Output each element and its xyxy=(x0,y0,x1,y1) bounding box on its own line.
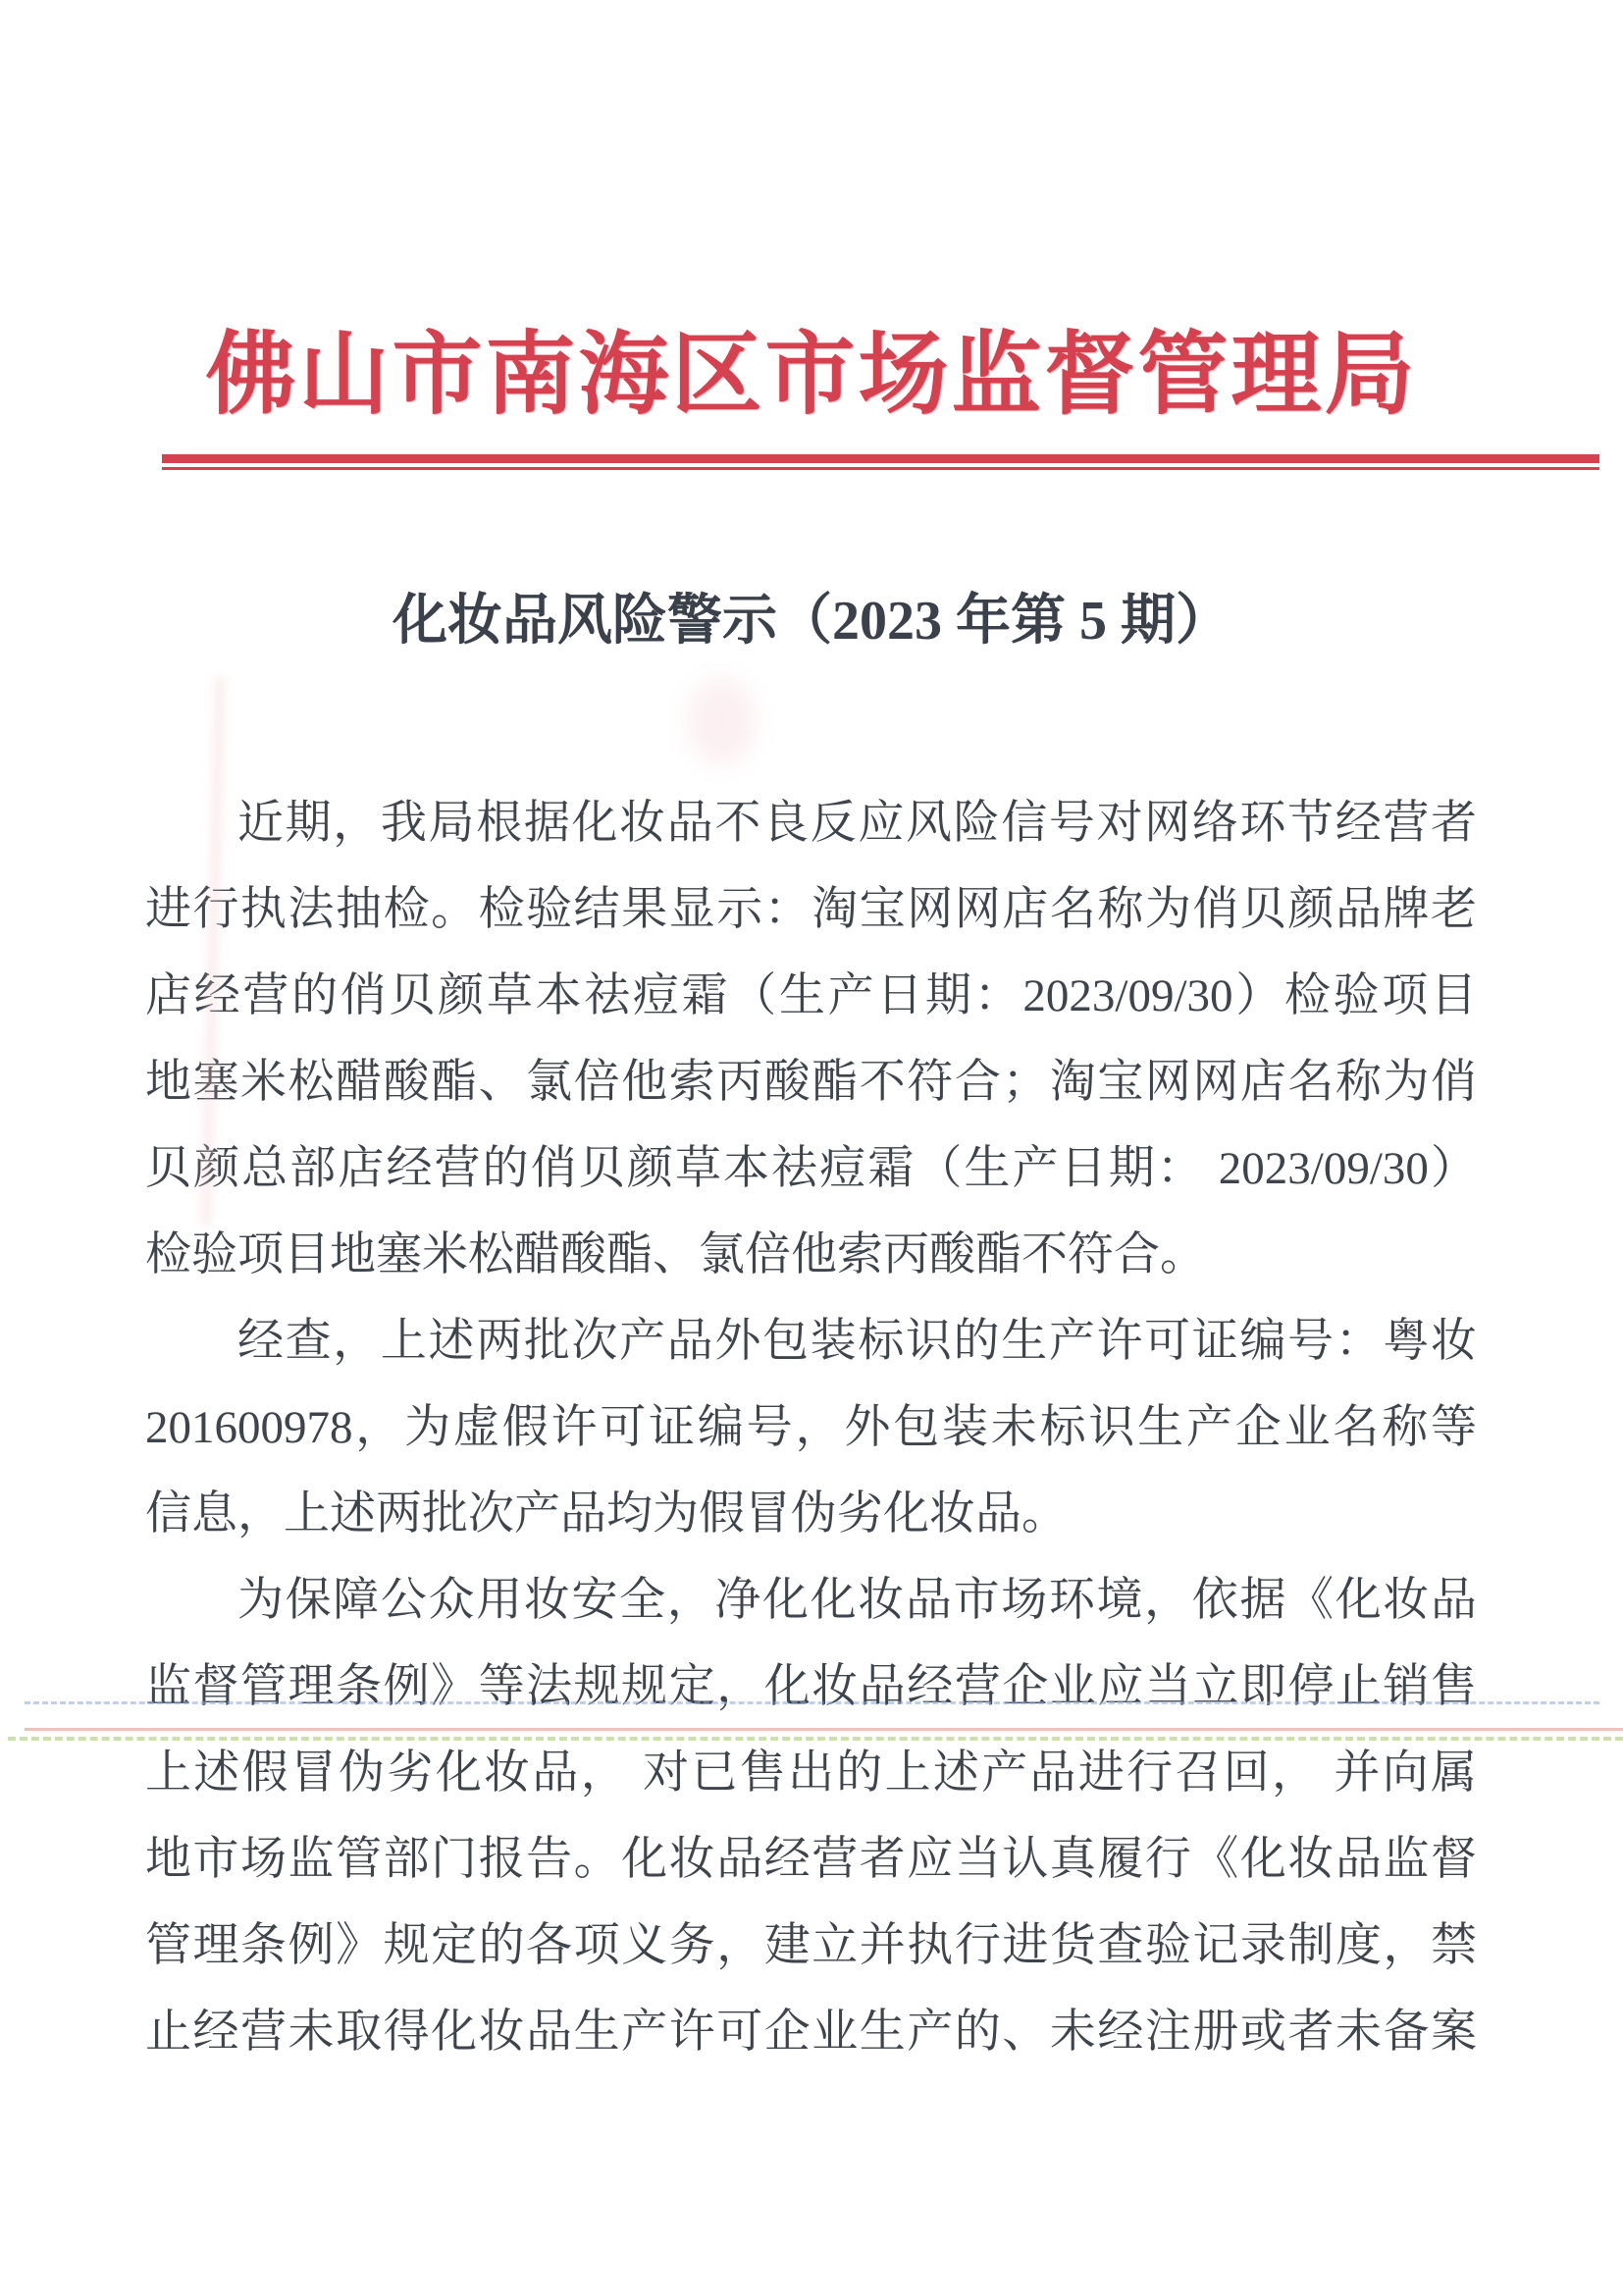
body-line: 经查，上述两批次产品外包装标识的生产许可证编号：粤妆 xyxy=(237,1316,1477,1367)
body-line: 监督管理条例》等法规规定，化妆品经营企业应当立即停止销售 xyxy=(145,1661,1477,1712)
agency-masthead: 佛山市南海区市场监督管理局 xyxy=(205,325,1418,425)
body-line: 地塞米松醋酸酯、氯倍他索丙酸酯不符合；淘宝网网店名称为俏 xyxy=(145,1057,1477,1108)
body-line: 止经营未取得化妆品生产许可企业生产的、未经注册或者未备案 xyxy=(145,2007,1477,2058)
body-line: 贝颜总部店经营的俏贝颜草本祛痘霜（生产日期： 2023/09/30） xyxy=(145,1143,1477,1194)
body-line: 店经营的俏贝颜草本祛痘霜（生产日期：2023/09/30）检验项目 xyxy=(145,970,1477,1021)
document-title: 化妆品风险警示（2023 年第 5 期） xyxy=(393,591,1230,652)
body-line: 信息，上述两批次产品均为假冒伪劣化妆品。 xyxy=(145,1488,1068,1539)
body-line: 为保障公众用妆安全，净化化妆品市场环境，依据《化妆品 xyxy=(237,1575,1477,1626)
document-body xyxy=(145,780,1477,2075)
body-line: 上述假冒伪劣化妆品， 对已售出的上述产品进行召回， 并向属 xyxy=(145,1748,1477,1799)
body-line: 近期，我局根据化妆品不良反应风险信号对网络环节经营者 xyxy=(237,798,1477,849)
body-line: 进行执法抽检。检验结果显示：淘宝网网店名称为俏贝颜品牌老 xyxy=(145,884,1477,935)
body-line: 地市场监管部门报告。化妆品经营者应当认真履行《化妆品监督 xyxy=(145,1834,1477,1885)
divider-thick-line xyxy=(162,454,1599,463)
body-line: 201600978，为虚假许可证编号，外包装未标识生产企业名称等 xyxy=(145,1402,1477,1453)
scan-smudge-artifact xyxy=(687,677,756,765)
divider-thin-line xyxy=(162,467,1599,470)
body-line: 管理条例》规定的各项义务，建立并执行进货查验记录制度，禁 xyxy=(145,1920,1477,1971)
body-line: 检验项目地塞米松醋酸酯、氯倍他索丙酸酯不符合。 xyxy=(145,1229,1206,1280)
masthead-divider xyxy=(162,454,1599,470)
